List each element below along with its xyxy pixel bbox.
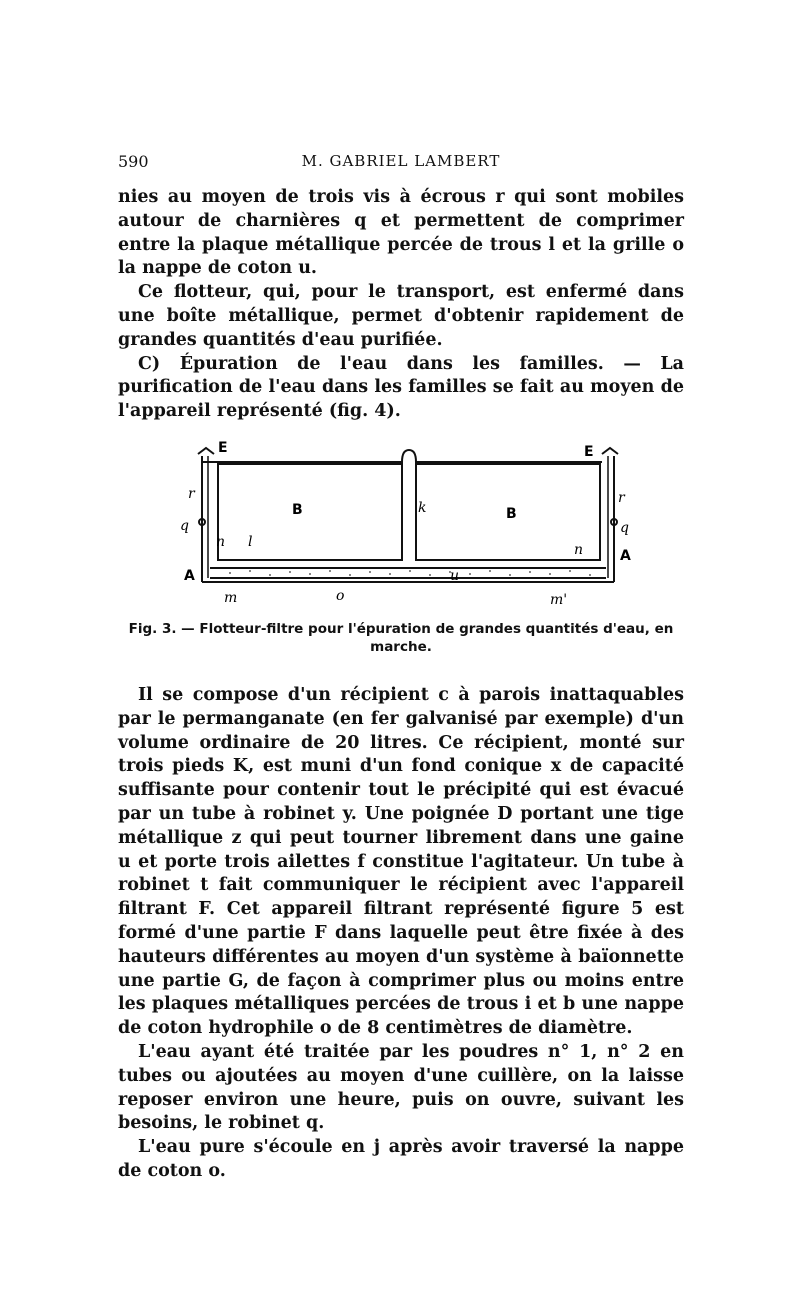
- figure-caption: Fig. 3. — Flotteur-filtre pour l'épuration de grandes quantités d'eau, en marche.: [128, 621, 674, 655]
- chamber-left: [218, 464, 402, 560]
- paragraph-6: L'eau pure s'écoule en j après avoir traversé la nappe de coton o.: [118, 1137, 684, 1181]
- running-head: M. GABRIEL LAMBERT: [301, 152, 501, 170]
- top-text: [118, 186, 684, 424]
- nut-right: [602, 448, 618, 454]
- label-k: k: [418, 500, 427, 516]
- label-m-left: m: [224, 590, 238, 606]
- label-r-left: r: [188, 486, 195, 502]
- label-E-right: E: [584, 444, 594, 460]
- label-q-right: q: [620, 520, 629, 536]
- label-o: o: [336, 588, 345, 604]
- page-number: 590: [118, 152, 149, 171]
- label-l: l: [248, 534, 253, 550]
- label-E-left: E: [218, 440, 228, 456]
- paragraph-5: L'eau ayant été traitée par les poudres n° 1, n° 2 en tubes ou ajoutées au moyen d'une cuillère, on la laisse reposer environ une heure, puis on ouvre, suivant les besoins, le robinet q.: [118, 1041, 684, 1134]
- bottom-text: [118, 684, 684, 1184]
- paragraph-1: nies au moyen de trois vis à écrous r qui sont mobiles autour de charnières q et permettent de comprimer entre la plaque métallique percée de trous l et la grille o la nappe de coton u.: [118, 187, 684, 279]
- label-q-left: q: [180, 518, 189, 534]
- paragraph-4: Il se compose d'un récipient c à parois inattaquables par le permanganate (en fer galvanisé par exemple) d'un volume ordinaire de 20 litres. Ce récipient, monté sur trois pieds K, est muni d'un fond conique x de capacité suffisante pour contenir tout le précipité qui est évacué par un tube à robinet y. Une poignée D portant une tige métallique z qui peut tourner librement dans une gaine u et porte trois ailettes f constitue l'agitateur. Un tube à robinet t fait communiquer le récipient avec l'appareil filtrant F. Cet appareil filtrant représenté figure 5 est formé d'une partie F dans laquelle peut être fixée à des hauteurs différentes au moyen d'un système à baïonnette une partie G, de façon à comprimer plus ou moins entre les plaques métalliques percées de trous i et b une nappe de coton hydrophile o de 8 centimètres de diamètre.: [118, 685, 684, 1039]
- figure-flotteur-filtre: [180, 432, 636, 612]
- label-A-left: A: [184, 568, 195, 584]
- label-B-left: B: [292, 502, 303, 518]
- central-tube: [402, 450, 416, 560]
- cotton-layer: [229, 570, 591, 576]
- nut-left: [198, 448, 214, 454]
- label-n-right: n: [574, 542, 584, 558]
- paragraph-2: Ce flotteur, qui, pour le transport, est enfermé dans une boîte métallique, permet d'obtenir rapidement de grandes quantités d'eau purifiée.: [118, 282, 684, 350]
- label-A-right: A: [620, 548, 631, 564]
- label-B-right: B: [506, 506, 517, 522]
- label-r-right: r: [618, 490, 625, 506]
- paragraph-3: C) Épuration de l'eau dans les familles. — La purification de l'eau dans les familles se fait au moyen de l'appareil représenté (fig. 4).: [118, 353, 684, 422]
- label-m-right: m': [550, 592, 568, 608]
- label-u: u: [450, 568, 460, 584]
- page-header: [118, 152, 684, 176]
- label-n-left: n: [216, 534, 226, 550]
